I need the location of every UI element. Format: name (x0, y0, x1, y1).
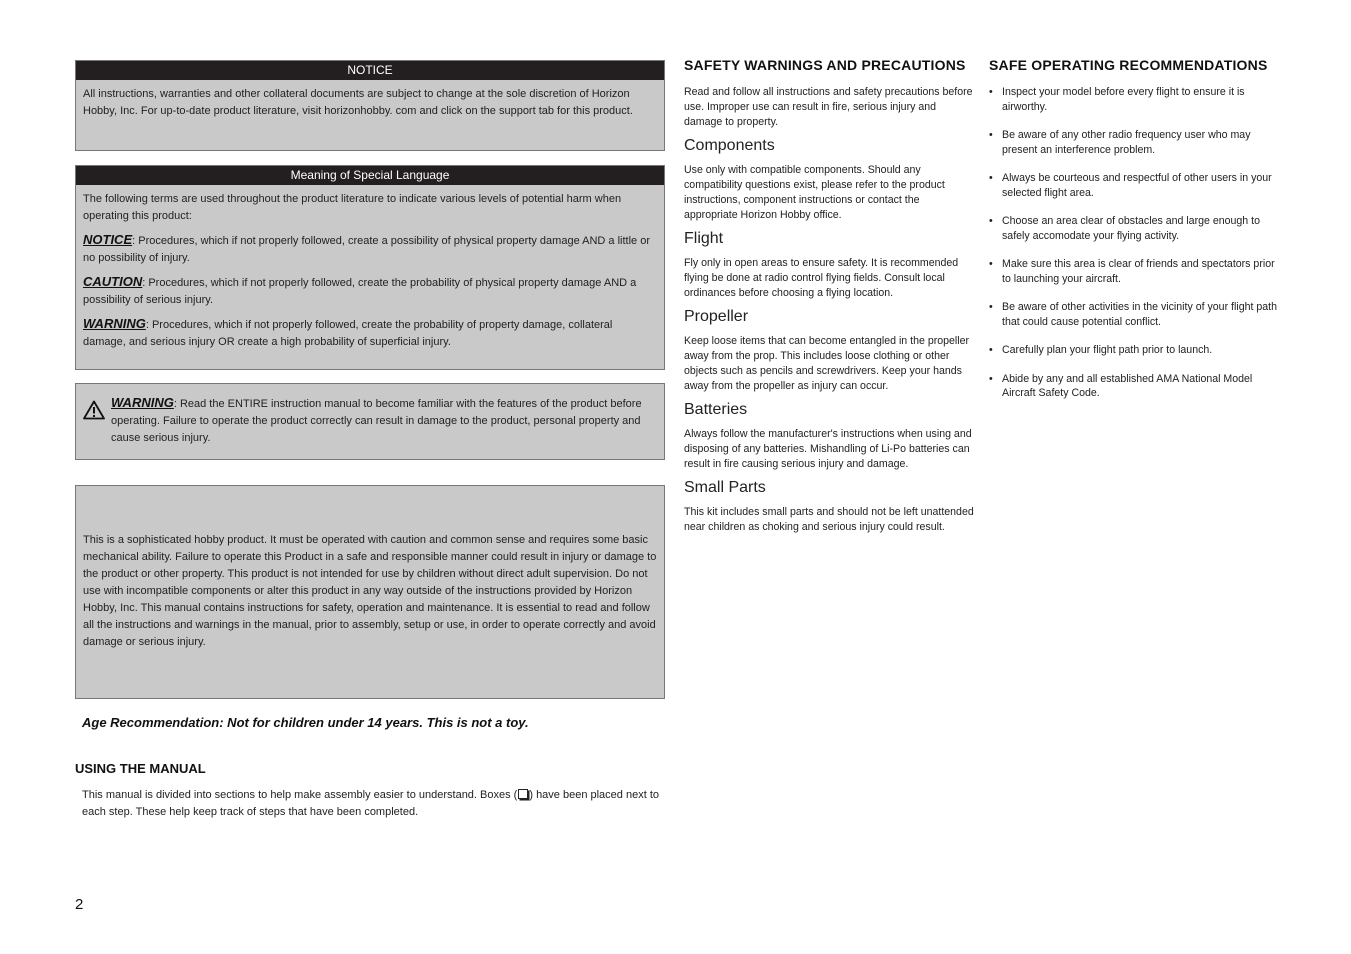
section-text-propeller: Keep loose items that can become entangled in the propeller away from the prop. This includes loose clothing or other objects such as pencils and screwdrivers. Keep your hands away from the propeller as injury can occur. (684, 335, 970, 392)
notice-box (75, 60, 665, 151)
intro-text: This is a sophisticated hobby product. It must be operated with caution and common sense and requires some basic mechanical ability. Failure to operate this Product in a safe and responsible manner could result in injury or damage to the product or other property. This product is not intended for use by children without direct adult supervision. Do not use with incompatible components or alter this product in any way outside of the instructions provided by Horizon Hobby, Inc. This manual contains instructions for safety, operation and maintenance. It is essential to read and follow all the instructions and warnings in the manual, prior to assembly, setup or use, in order to operate correctly and avoid damage or serious injury. (83, 534, 657, 648)
term-definition: : Procedures, which if not properly followed, create the probability of physical property damage AND a possibility of serious injury. (83, 277, 637, 306)
safety-intro: Read and follow all instructions and safety precautions before use. Improper use can result in fire, serious injury and damage to property. (684, 86, 973, 128)
section-text-flight: Fly only in open areas to ensure safety. It is recommended flying be done at radio control flying fields. Consult local ordinances before choosing a flying location. (684, 257, 959, 299)
section-title-batteries: Batteries (684, 401, 748, 418)
section-text-components: Use only with compatible components. Should any compatibility questions exist, please refer to the product instructions, component instructions or contact the appropriate Horizon Hobby office. (684, 164, 945, 221)
section-text-batteries: Always follow the manufacturer's instructions when using and disposing of any batteries. Mishandling of Li-Po batteries can result in fire causing serious injury and damage. (684, 428, 972, 470)
age-recommendation: Age Recommendation: Not for children under 14 years. This is not a toy. (82, 715, 529, 730)
term-notice (83, 231, 657, 267)
special-language-box (75, 165, 665, 370)
list-item: • Be aware of any other radio frequency user who may present an interference problem. (989, 128, 1279, 157)
special-language-title: Meaning of Special Language (76, 166, 664, 185)
using-manual-heading: USING THE MANUAL (75, 761, 206, 776)
term-definition: : Procedures, which if not properly followed, create a possibility of physical property damage AND a little or no possibility of injury. (83, 235, 650, 264)
using-manual-text (82, 787, 664, 821)
section-title-components: Components (684, 137, 775, 154)
special-language-intro: The following terms are used throughout the product literature to indicate various levels of potential harm when operating this product: (83, 193, 622, 222)
list-item: • Make sure this area is clear of friends and spectators prior to launching your aircraft. (989, 257, 1279, 286)
checkbox-icon (518, 789, 528, 799)
page-number: 2 (75, 896, 84, 913)
section-title-propeller: Propeller (684, 308, 749, 325)
intro-box (75, 485, 665, 699)
notice-title: NOTICE (76, 61, 664, 80)
warning-box (75, 383, 665, 460)
warning-definition: : Read the ENTIRE instruction manual to become familiar with the features of the product before operating. Failure to operate the product correctly can result in damage to the product, personal property and cause serious injury. (111, 398, 642, 444)
list-item: • Choose an area clear of obstacles and large enough to safely accomodate your flying activity. (989, 214, 1279, 243)
list-item: • Carefully plan your flight path prior to launch. (989, 343, 1279, 358)
term-definition: : Procedures, which if not properly followed, create the probability of property damage, collateral damage, and serious injury OR create a high probability of superficial injury. (83, 319, 613, 348)
list-item: • Always be courteous and respectful of other users in your selected flight area. (989, 171, 1279, 200)
notice-text: All instructions, warranties and other collateral documents are subject to change at the sole discretion of Horizon Hobby, Inc. For up-to-date product literature, visit horizonhobby. com and click on the support tab for this product. (83, 88, 633, 117)
using-manual-text-part: ) have been placed next to each step. These help keep track of steps that have been completed. (82, 789, 659, 818)
section-title-small-parts: Small Parts (684, 479, 766, 496)
term-label: NOTICE (83, 232, 133, 247)
term-label: WARNING (83, 316, 146, 331)
section-title-flight: Flight (684, 230, 724, 247)
list-item: • Be aware of other activities in the vicinity of your flight path that could cause potential conflict. (989, 300, 1279, 329)
recommendations-heading: SAFE OPERATING RECOMMENDATIONS (989, 57, 1268, 73)
section-text-small-parts: This kit includes small parts and should not be left unattended near children as choking and serious injury could result. (684, 506, 974, 533)
term-label: CAUTION (83, 274, 143, 289)
term-label: WARNING (111, 395, 174, 410)
safety-heading: SAFETY WARNINGS AND PRECAUTIONS (684, 57, 966, 73)
term-caution (83, 273, 657, 309)
using-manual-text-part: This manual is divided into sections to help make assembly easier to understand. Boxes ( (82, 789, 518, 801)
list-item: • Inspect your model before every flight to ensure it is airworthy. (989, 85, 1279, 114)
safety-column (684, 57, 974, 535)
warning-triangle-icon (83, 400, 105, 420)
recommendations-column (989, 57, 1279, 415)
recommendations-list (989, 85, 1279, 401)
warning-text (111, 394, 654, 447)
term-warning (83, 315, 657, 351)
list-item: • Abide by any and all established AMA National Model Aircraft Safety Code. (989, 372, 1279, 401)
